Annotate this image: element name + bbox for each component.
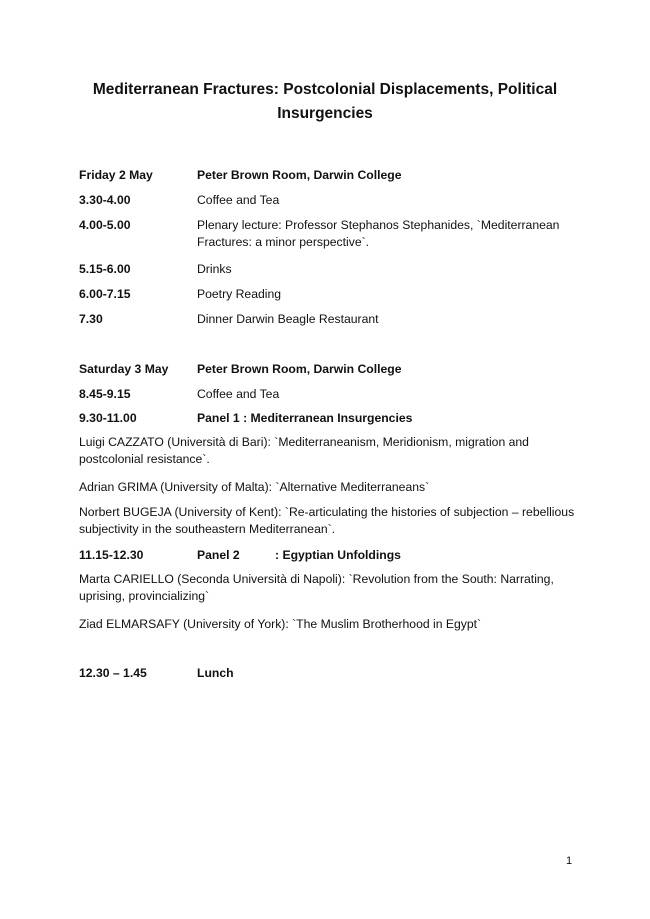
document-title: Mediterranean Fractures: Postcolonial Displacements, Political Insurgencies: [92, 81, 558, 122]
schedule-desc: Coffee and Tea: [197, 387, 280, 401]
talk-entry: Norbert BUGEJA (University of Kent): `Re-articulating the histories of subjection – rebellious subjectivity in the southeastern Mediterranean`.: [79, 505, 575, 536]
panel-title: [197, 547, 582, 564]
schedule-time: 3.30-4.00: [79, 193, 131, 207]
panel-name: : Egyptian Unfoldings: [275, 548, 401, 562]
schedule-time: 4.00-5.00: [79, 218, 131, 232]
talk-entry: Adrian GRIMA (University of Malta): `Alternative Mediterraneans`: [79, 480, 430, 494]
schedule-time: 7.30: [79, 312, 103, 326]
venue-label: Peter Brown Room, Darwin College: [197, 362, 402, 376]
schedule-time: 5.15-6.00: [79, 262, 131, 276]
schedule-time: 6.00-7.15: [79, 287, 131, 301]
talk-entry: Ziad ELMARSAFY (University of York): `The Muslim Brotherhood in Egypt`: [79, 617, 482, 631]
panel-title: Panel 1 : Mediterranean Insurgencies: [197, 411, 413, 425]
schedule-desc: Coffee and Tea: [197, 193, 280, 207]
talk-entry: Luigi CAZZATO (Università di Bari): `Mediterraneanism, Meridionism, migration and postcolonial resistance`.: [79, 435, 529, 466]
schedule-desc: Plenary lecture: Professor Stephanos Stephanides, `Mediterranean Fractures: a minor perspective`.: [197, 218, 560, 249]
lunch-label: Lunch: [197, 666, 234, 680]
lunch-time: 12.30 – 1.45: [79, 666, 147, 680]
day-label: Friday 2 May: [79, 168, 153, 182]
panel-time: 9.30-11.00: [79, 411, 137, 425]
schedule-time: 8.45-9.15: [79, 387, 131, 401]
panel-label: Panel 2: [197, 548, 240, 562]
schedule-desc: Dinner Darwin Beagle Restaurant: [197, 312, 379, 326]
panel-time: 11.15-12.30: [79, 548, 144, 562]
schedule-desc: Poetry Reading: [197, 287, 282, 301]
venue-label: Peter Brown Room, Darwin College: [197, 168, 402, 182]
page-number: 1: [566, 855, 573, 867]
day-label: Saturday 3 May: [79, 362, 169, 376]
talk-entry: Marta CARIELLO (Seconda Università di Napoli): `Revolution from the South: Narrating, uprising, provincializing`: [79, 572, 554, 603]
schedule-desc: Drinks: [197, 262, 232, 276]
